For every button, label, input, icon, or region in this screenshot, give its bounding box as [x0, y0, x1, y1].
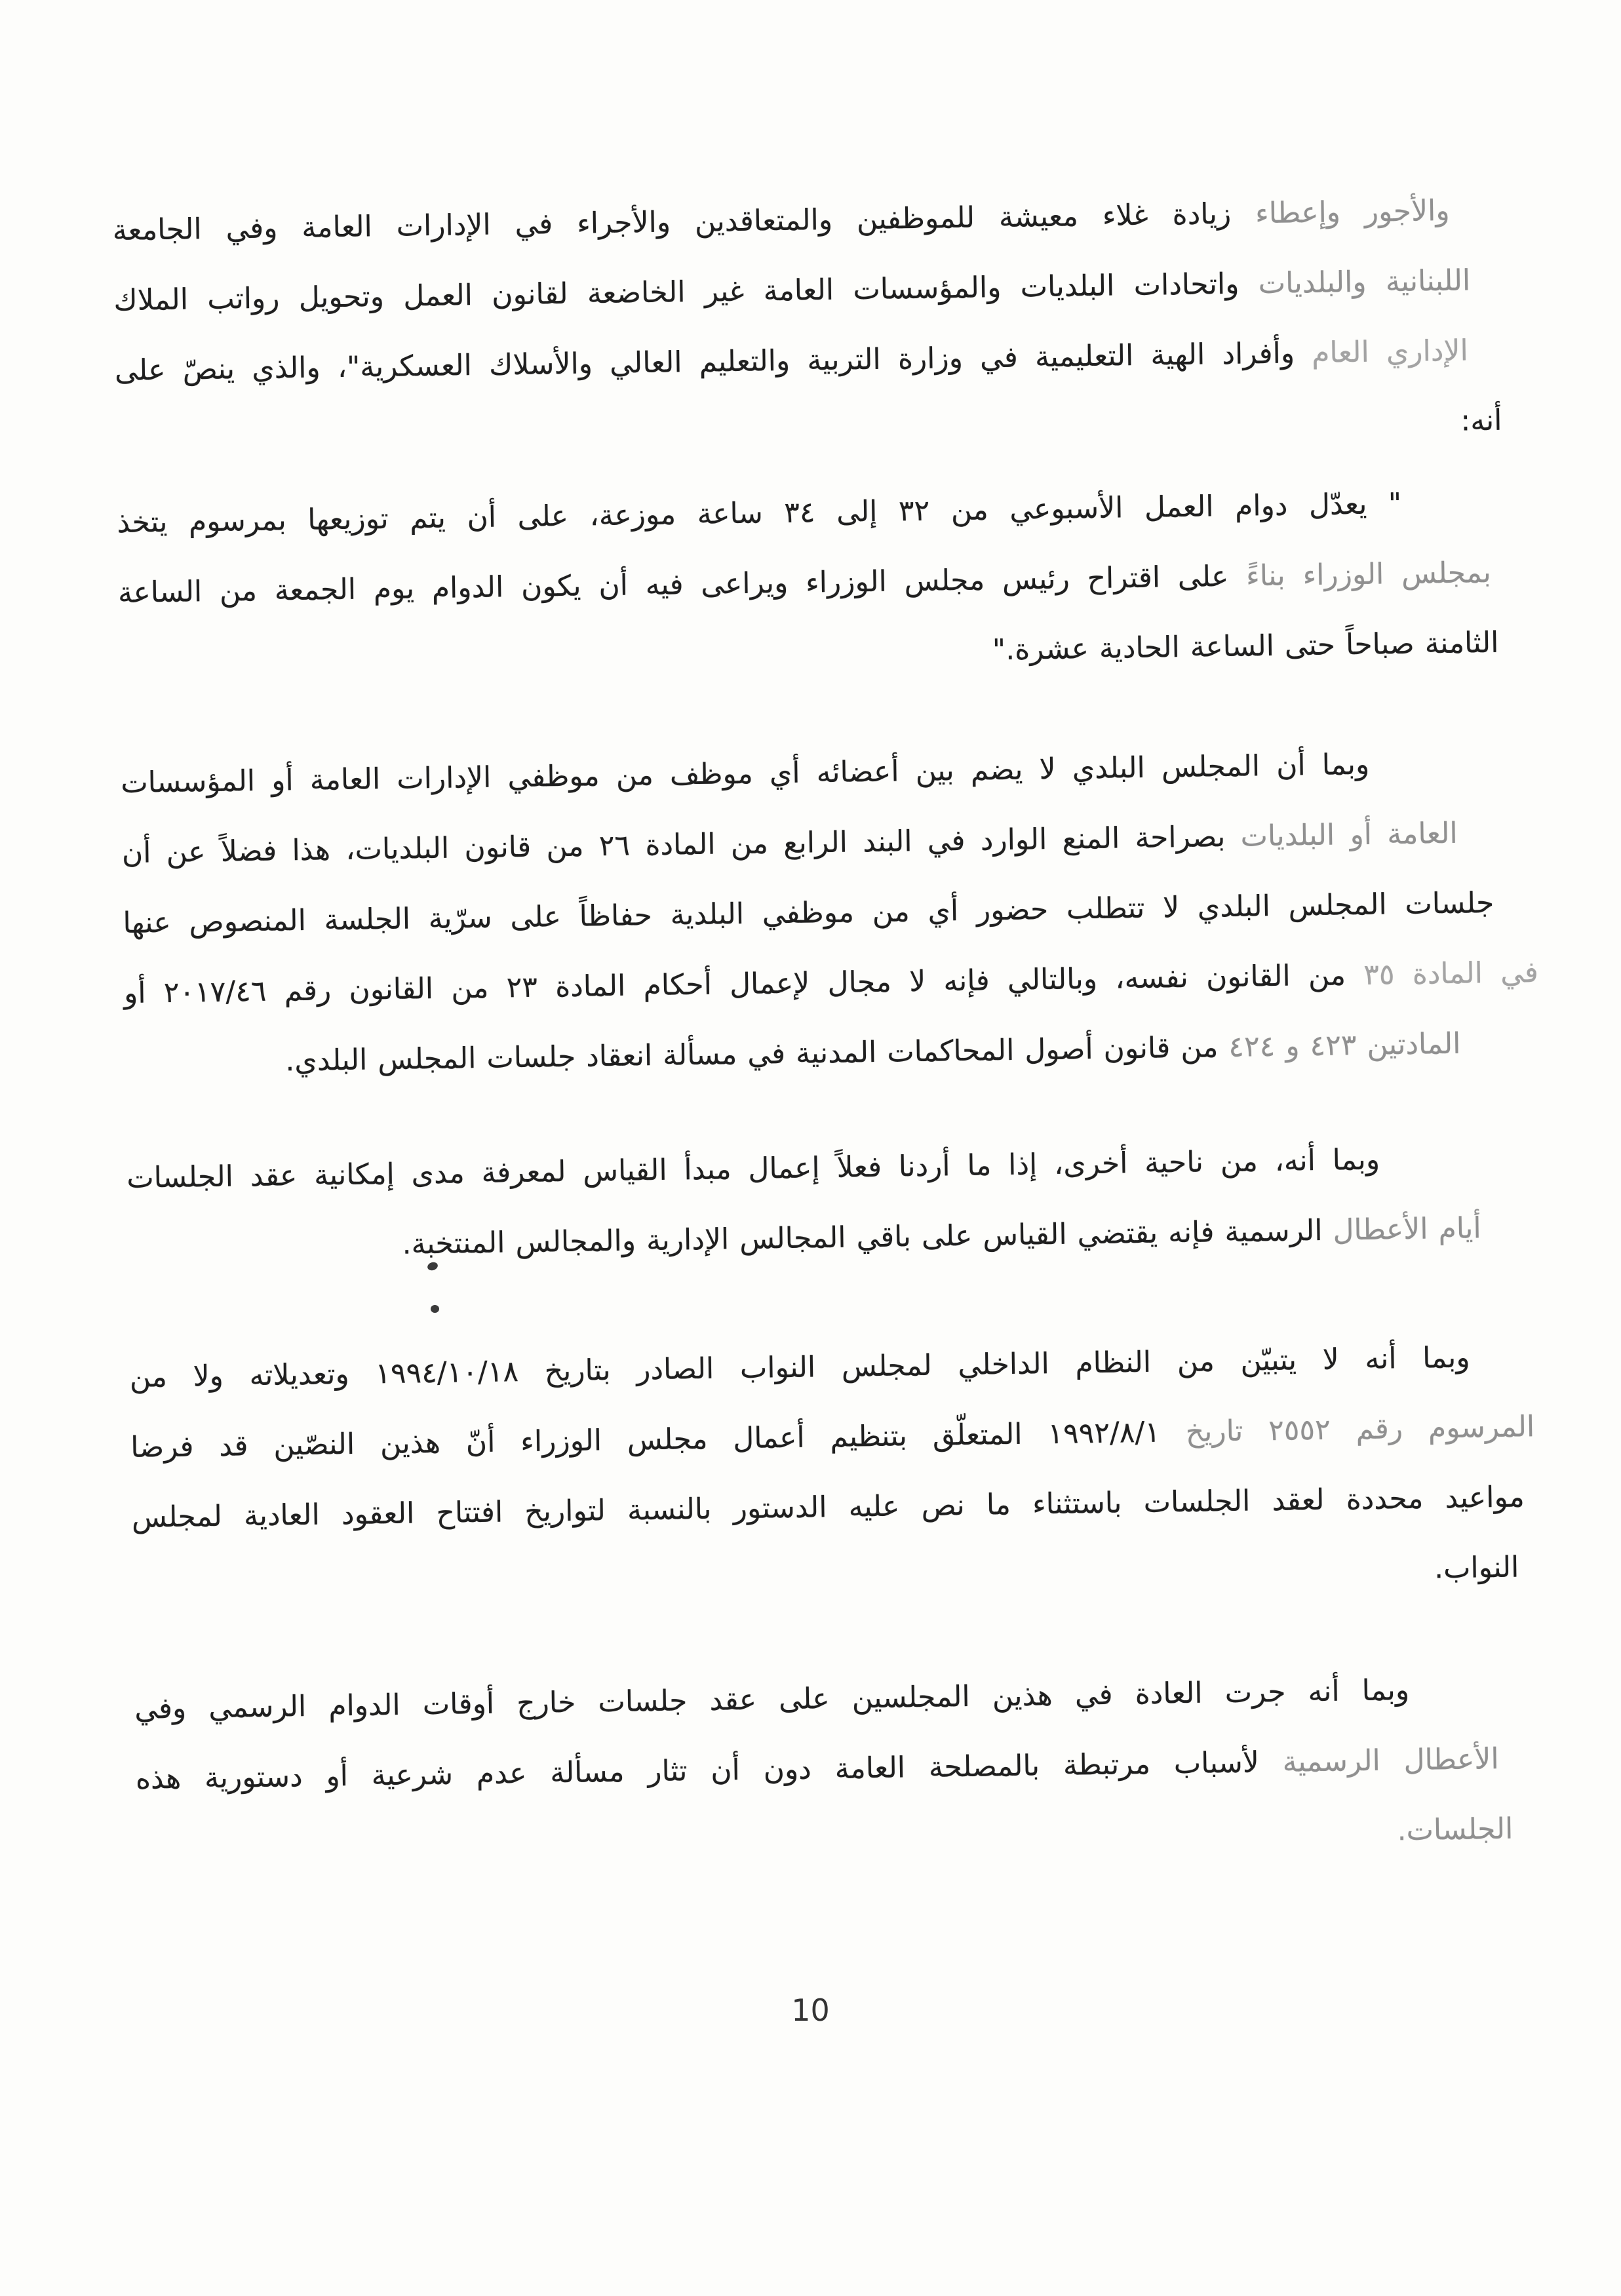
text-segment: من قانون أصول المحاكمات المدنية في مسألة انعقاد جلسات المجلس البلدي. — [284, 1030, 1219, 1078]
faded-segment: أيام الأعطال — [1333, 1211, 1481, 1247]
page-number: 10 — [791, 1993, 830, 2028]
text-segment: لأسباب مرتبطة بالمصلحة العامة دون أن تثار مسألة عدم شرعية أو دستورية هذه — [135, 1745, 1260, 1796]
text-segment: بصراحة المنع الوارد في البند الرابع من المادة ٢٦ من قانون البلديات، هذا فضلاً عن أن — [121, 820, 1226, 870]
text-segment: أنه: — [1460, 403, 1502, 438]
text-segment: مواعيد محددة لعقد الجلسات باستثناء ما نص عليه الدستور بالنسبة لتواريخ افتتاح العقود العادية لمجلس — [131, 1480, 1525, 1534]
faded-segment: الجلسات. — [1397, 1812, 1514, 1848]
text-segment: وبما أن المجلس البلدي لا يضم بين أعضائه أي موظف من موظفي الإدارات العامة أو المؤسسات — [120, 747, 1370, 800]
text-segment: وأفراد الهية التعليمية في وزارة التربية والتعليم العالي والأسلاك العسكرية"، والذي ينصّ على — [114, 336, 1295, 388]
paragraph-3 — [121, 727, 1542, 1099]
faded-segment: في المادة ٣٥ — [1363, 956, 1539, 992]
text-segment: وبما أنه لا يتبيّن من النظام الداخلي لمجلس النواب الصادر بتاريخ ١٩٩٤/١٠/١٨ وتعديلاته ولا من — [129, 1340, 1470, 1394]
paragraph-6 — [134, 1653, 1553, 1884]
text-segment: من القانون نفسه، وبالتالي فإنه لا مجال لإعمال أحكام المادة ٢٣ من القانون رقم ٢٠١٧/٤٦ أو — [123, 958, 1346, 1011]
paragraph-1 — [112, 174, 1532, 476]
document-body — [112, 174, 1553, 1884]
faded-segment: اللبنانية والبلديات — [1258, 263, 1471, 301]
faded-segment: الأعطال الرسمية — [1282, 1742, 1500, 1779]
faded-segment: العامة أو البلديات — [1240, 816, 1458, 853]
text-segment: زيادة غلاء معيشة للموظفين والمتعاقدين والأجراء في الإدارات العامة وفي الجامعة — [112, 197, 1232, 248]
faded-segment: بمجلس الوزراء بناءً — [1245, 556, 1492, 593]
text-segment: وبما أنه، من ناحية أخرى، إذا ما أردنا فعلاً إعمال مبدأ القياس لمعرفة مدى إمكانية عقد الجلسات — [126, 1142, 1380, 1195]
faded-segment: المرسوم رقم ٢٥٥٢ تاريخ — [1185, 1410, 1535, 1449]
text-segment: الرسمية فإنه يقتضي القياس على باقي المجالس الإدارية والمجالس المنتخبة. — [402, 1213, 1323, 1261]
paragraph-2-quote — [117, 467, 1536, 698]
text-segment: واتحادات البلديات والمؤسسات العامة غير الخاضعة لقانون العمل وتحويل رواتب الملاك — [113, 267, 1240, 318]
text-segment: على اقتراح رئيس مجلس الوزراء ويراعى فيه أن يكون الدوام يوم الجمعة من الساعة — [117, 559, 1229, 610]
text-segment: وبما أنه جرت العادة في هذين المجلسين على عقد جلسات خارج أوقات الدوام الرسمي وفي — [134, 1673, 1410, 1726]
text-segment: " يعدّل دوام العمل الأسبوعي من ٣٢ إلى ٣٤ ساعة موزعة، على أن يتم توزيعها بمرسوم يتخذ — [117, 487, 1402, 540]
faded-segment: الإداري العام — [1311, 334, 1469, 370]
text-segment: جلسات المجلس البلدي لا تتطلب حضور أي من موظفي البلدية حفاظاً على سرّية الجلسة المنصوص عنها — [123, 886, 1494, 941]
ink-speck — [431, 1305, 439, 1313]
paragraph-4 — [126, 1122, 1544, 1283]
text-segment: الثامنة صباحاً حتى الساعة الحادية عشرة." — [992, 625, 1499, 667]
faded-segment: والأجور وإعطاء — [1255, 193, 1450, 231]
paragraph-5 — [129, 1321, 1549, 1623]
faded-segment: المادتين ٤٢٣ و ٤٢٤ — [1228, 1026, 1461, 1064]
text-segment: ١٩٩٢/٨/١ المتعلّق بتنظيم أعمال مجلس الوزراء أنّ هذين النصّين قد فرضا — [130, 1415, 1161, 1464]
text-segment: النواب. — [1434, 1550, 1519, 1586]
